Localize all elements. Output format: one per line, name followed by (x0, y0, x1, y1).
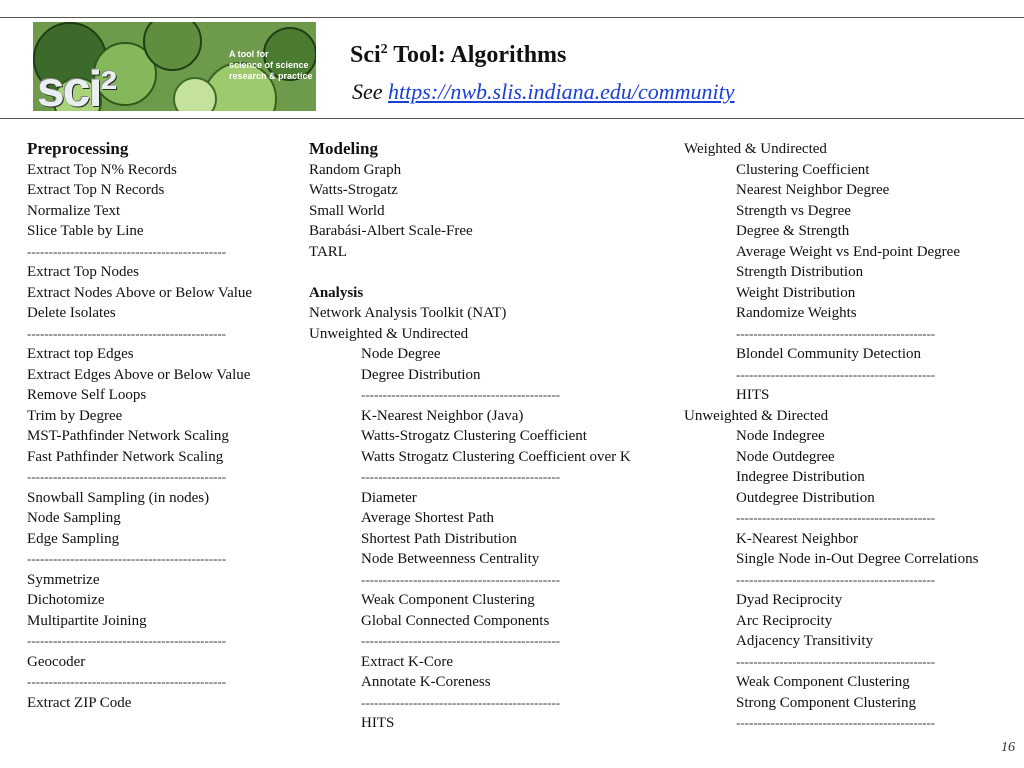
list-item: Weight Distribution (736, 284, 856, 301)
list-item: Edge Sampling (27, 530, 120, 547)
list-item: Network Analysis Toolkit (NAT) (309, 305, 507, 321)
list-item: Global Connected Components (361, 612, 550, 629)
logo-tagline: A tool for science of science research & practice (229, 49, 313, 81)
list-item: Multipartite Joining (27, 612, 147, 629)
list-item: Node Outdegree (736, 448, 835, 465)
list-item: Dichotomize (27, 592, 105, 608)
list-item: HITS (736, 387, 770, 403)
modeling-heading: Modeling (309, 139, 378, 158)
separator: ---------------------------------------------- (27, 551, 227, 566)
page-title: Sci$^2$ Tool: Algorithms (350, 42, 567, 68)
list-item: Watts-Strogatz (309, 182, 398, 198)
list-item: Strength Distribution (736, 264, 864, 280)
list-item: Extract Top N% Records (27, 161, 177, 178)
list-item: Random Graph (309, 161, 402, 178)
modeling-list (309, 160, 669, 263)
list-item: Shortest Path Distribution (361, 530, 517, 547)
analysis-heading: Analysis (309, 284, 364, 301)
list-item: Extract ZIP Code (27, 694, 132, 711)
list-item: Extract Top Nodes (27, 264, 139, 280)
list-item: Delete Isolates (27, 305, 116, 321)
list-item: Node Sampling (27, 510, 121, 526)
logo-wordmark: sci² (37, 61, 116, 111)
list-item: Watts-Strogatz Clustering Coefficient (361, 428, 587, 444)
weighted-undirected-heading: Weighted & Undirected (684, 141, 827, 157)
header-divider (0, 118, 1024, 119)
analysis-unweighted-undirected-list (309, 344, 669, 734)
separator: ---------------------------------------------- (361, 633, 561, 648)
list-item: K-Nearest Neighbor (736, 530, 859, 547)
list-item: Trim by Degree (27, 407, 123, 424)
list-item: Blondel Community Detection (736, 346, 921, 362)
separator: ---------------------------------------------- (736, 325, 936, 341)
top-divider (0, 17, 1024, 18)
modeling-analysis-column (309, 139, 669, 734)
list-item: Annotate K-Coreness (361, 674, 491, 690)
list-item: Diameter (361, 489, 417, 506)
page-number: 16 (1001, 740, 1015, 755)
list-item: Adjacency Transitivity (736, 633, 874, 649)
list-item: MST-Pathfinder Network Scaling (27, 428, 229, 444)
list-item: Node Degree (361, 346, 441, 362)
list-item: Extract Nodes Above or Below Value (27, 284, 253, 301)
separator: ---------------------------------------------- (361, 571, 561, 587)
separator: ---------------------------------------------- (27, 325, 227, 341)
separator: ---------------------------------------------- (736, 510, 936, 525)
list-item: Barabási-Albert Scale-Free (309, 223, 473, 239)
list-item: Strong Component Clustering (736, 694, 916, 711)
list-item: Watts Strogatz Clustering Coefficient over K (361, 448, 631, 465)
list-item: Extract Edges Above or Below Value (27, 366, 251, 383)
list-item: Degree Distribution (361, 366, 481, 383)
list-item: Geocoder (27, 653, 86, 670)
sci2-logo (33, 22, 316, 111)
list-item: Indegree Distribution (736, 469, 865, 485)
list-item: Average Weight vs End-point Degree (736, 243, 960, 260)
list-item: Extract top Edges (27, 346, 134, 362)
list-item: Node Betweenness Centrality (361, 551, 540, 567)
list-item: Randomize Weights (736, 305, 857, 321)
list-item: Strength vs Degree (736, 202, 851, 219)
separator: ---------------------------------------------- (361, 694, 561, 710)
list-item: Clustering Coefficient (736, 161, 870, 178)
separator: ---------------------------------------------- (736, 571, 936, 587)
weighted-directed-column (684, 139, 1019, 734)
list-item: Extract K-Core (361, 653, 454, 670)
list-item: Slice Table by Line (27, 223, 144, 239)
list-item: Weak Component Clustering (736, 674, 910, 690)
community-link[interactable]: https://nwb.slis.indiana.edu/community (388, 79, 735, 104)
preprocessing-list (27, 160, 297, 714)
list-item: Nearest Neighbor Degree (736, 182, 890, 198)
list-item: Average Shortest Path (361, 510, 495, 526)
separator: ---------------------------------------------- (736, 715, 936, 730)
list-item: HITS (361, 715, 395, 731)
list-item: Extract Top N Records (27, 182, 165, 198)
preprocessing-column (27, 139, 297, 713)
list-item: Symmetrize (27, 571, 100, 588)
separator: ---------------------------------------------- (361, 387, 561, 402)
list-item: Small World (309, 202, 385, 219)
separator: ---------------------------------------------- (27, 243, 227, 259)
separator: ---------------------------------------------- (361, 469, 561, 484)
list-item: Snowball Sampling (in nodes) (27, 489, 210, 506)
list-item: Single Node in-Out Degree Correlations (736, 551, 979, 567)
weighted-undirected-list (684, 160, 1019, 406)
list-item: TARL (309, 243, 347, 260)
analysis-list (309, 303, 669, 344)
list-item: Node Indegree (736, 428, 825, 444)
unweighted-directed-list (684, 426, 1019, 734)
unweighted-directed-heading: Unweighted & Directed (684, 407, 829, 424)
separator: ---------------------------------------------- (736, 366, 936, 382)
page-subtitle: See https://nwb.slis.indiana.edu/community (352, 79, 735, 104)
separator: ---------------------------------------------- (27, 469, 227, 484)
list-item: K-Nearest Neighbor (Java) (361, 407, 524, 424)
list-item: Weak Component Clustering (361, 592, 535, 608)
list-item: Degree & Strength (736, 223, 850, 239)
list-item: Remove Self Loops (27, 387, 147, 403)
separator: ---------------------------------------------- (27, 674, 227, 689)
list-item: Unweighted & Undirected (309, 325, 469, 342)
list-item: Fast Pathfinder Network Scaling (27, 448, 224, 465)
list-item: Dyad Reciprocity (736, 592, 843, 608)
list-item: Normalize Text (27, 202, 121, 219)
list-item: Outdegree Distribution (736, 489, 875, 506)
list-item: Arc Reciprocity (736, 612, 833, 629)
separator: ---------------------------------------------- (27, 633, 227, 648)
preprocessing-heading: Preprocessing (27, 139, 129, 158)
separator: ---------------------------------------------- (736, 653, 936, 669)
